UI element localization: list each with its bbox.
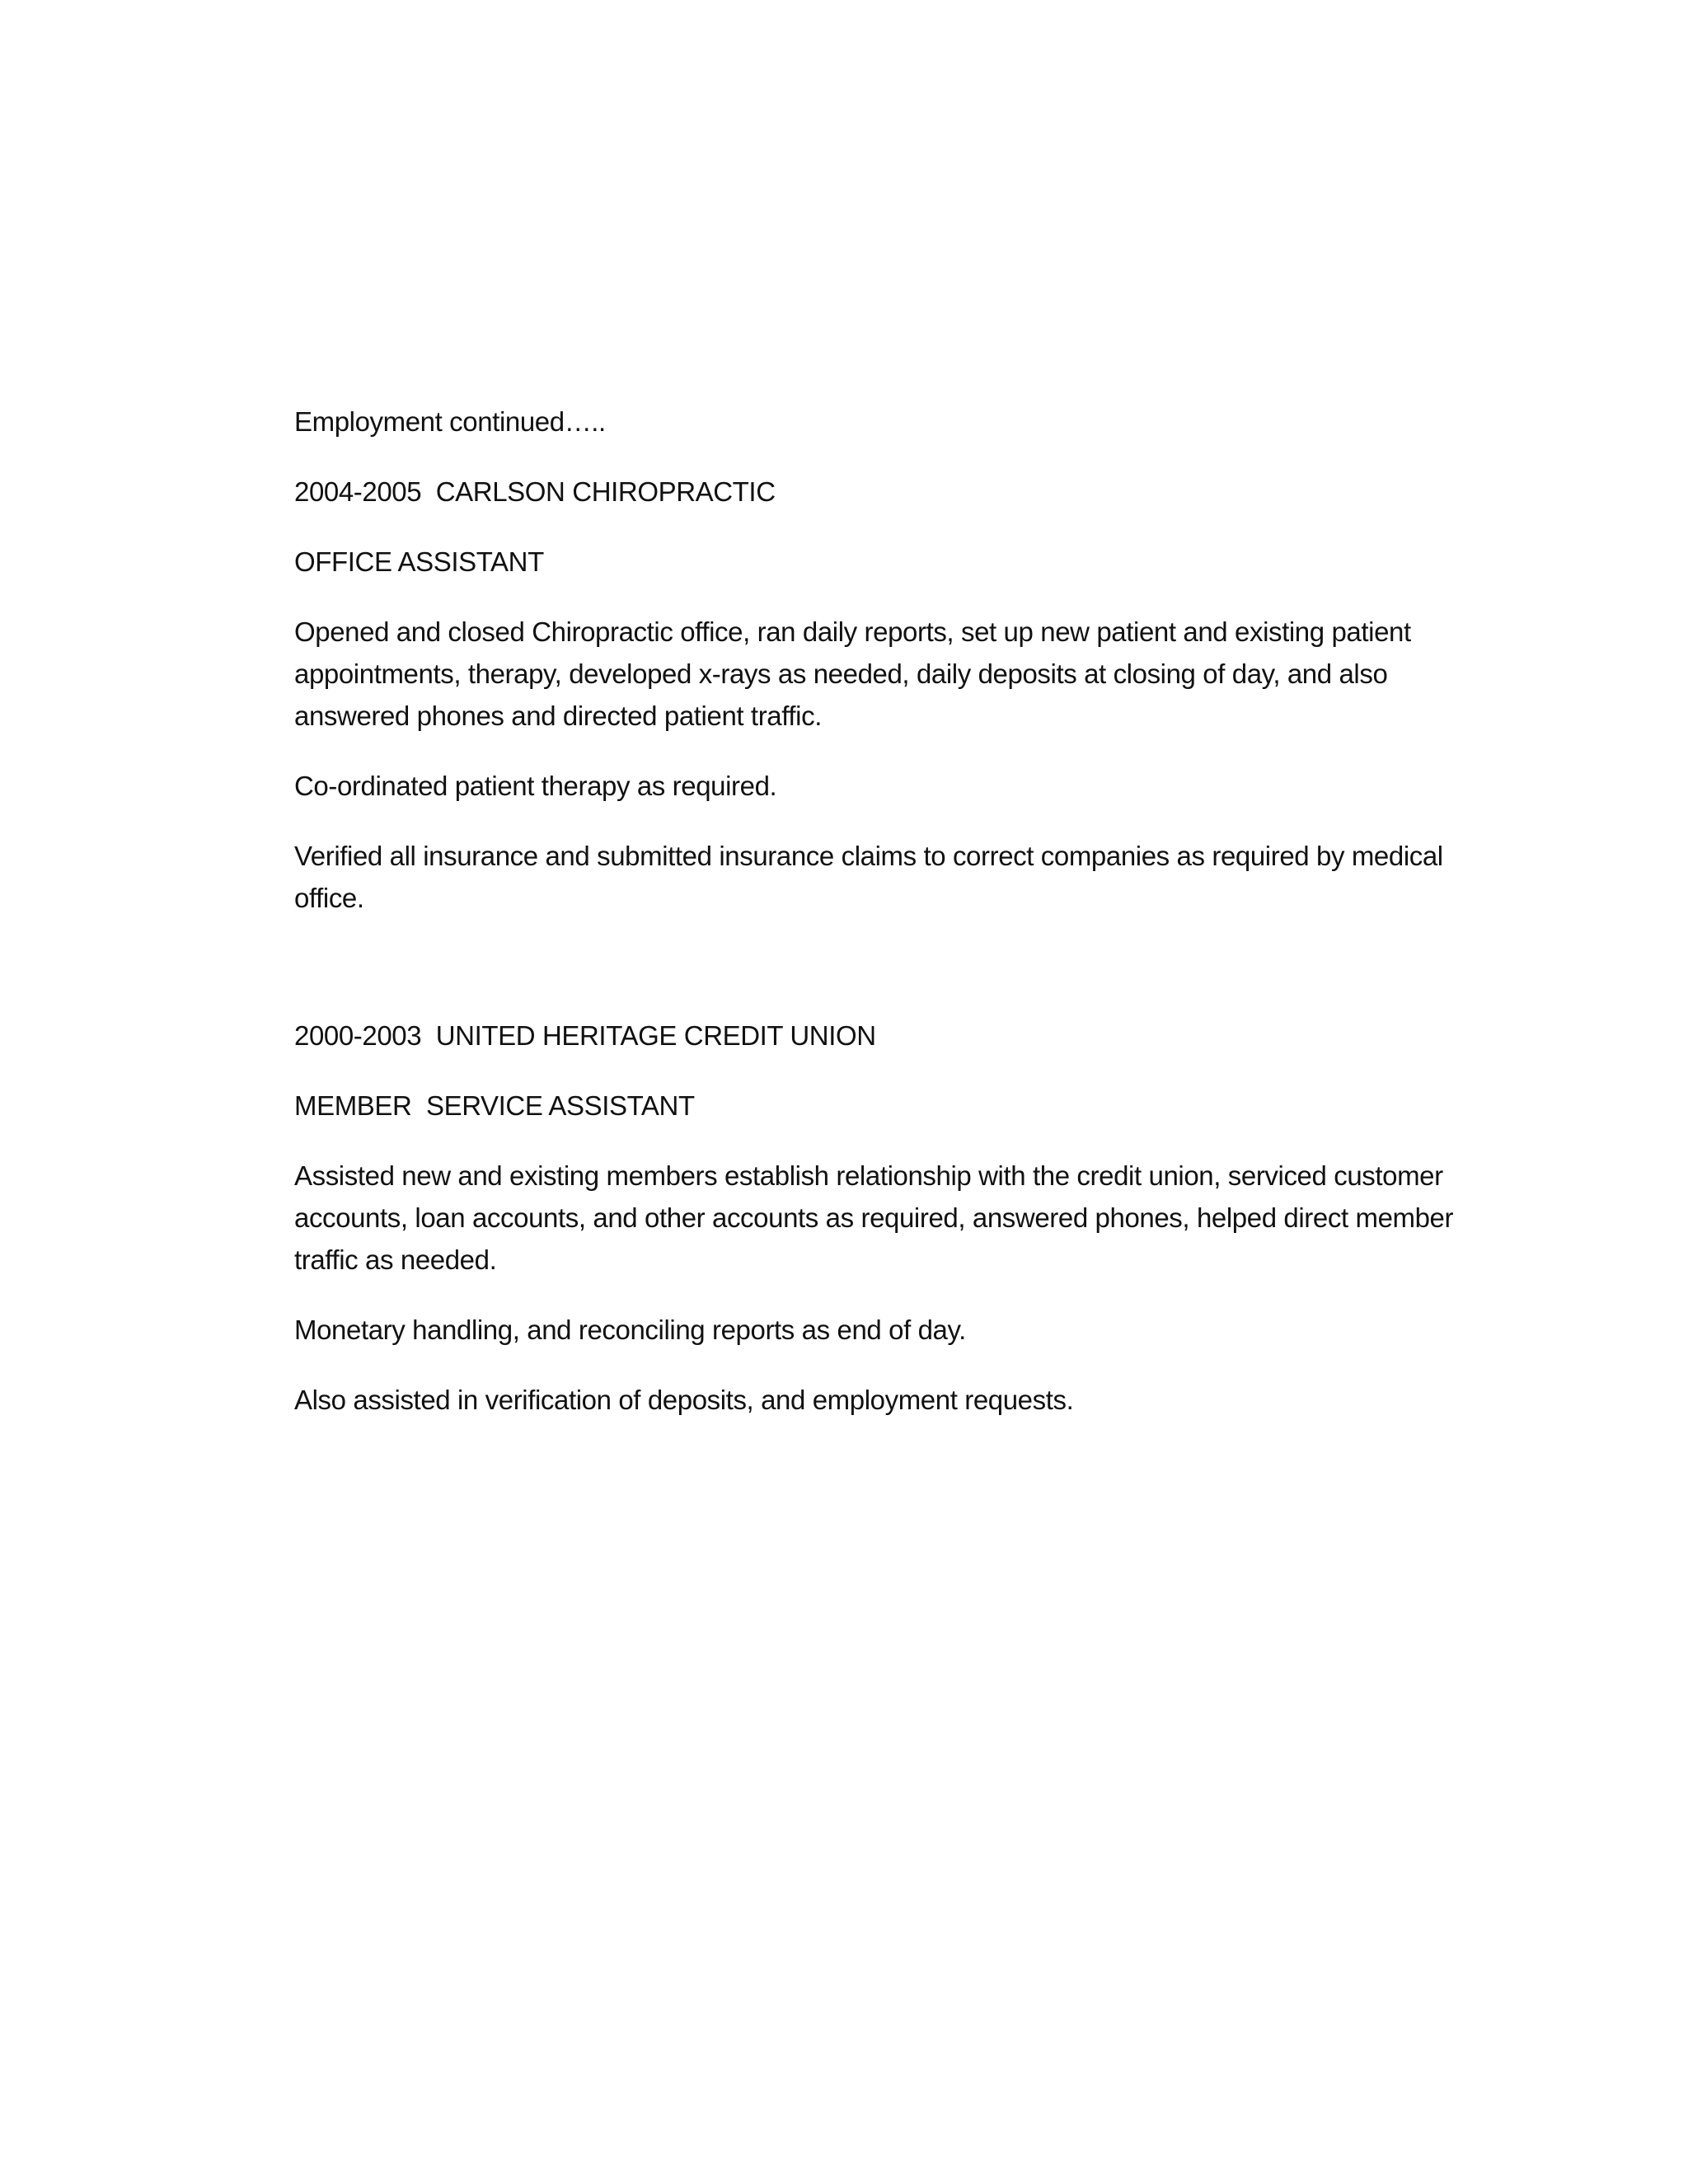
job-2-title: MEMBER SERVICE ASSISTANT	[294, 1090, 695, 1121]
job-1-years-company: 2004-2005 CARLSON CHIROPRACTIC	[294, 476, 776, 507]
section-spacer	[294, 947, 1489, 1015]
job-2-duty-monetary: Monetary handling, and reconciling reports as end of day.	[294, 1315, 966, 1345]
job-1-description: Opened and closed Chiropractic office, ran daily reports, set up new patient and existing patient appointments, therapy, developed x-rays as needed, daily deposits at closing of day, and also answered phones and directed patient traffic.	[294, 616, 1411, 731]
job-1-duty-therapy: Co-ordinated patient therapy as required.	[294, 771, 777, 801]
section-heading: Employment continued…..	[294, 406, 606, 437]
job-1-title: OFFICE ASSISTANT	[294, 546, 544, 577]
job-2-duty-verification: Also assisted in verification of deposits, and employment requests.	[294, 1385, 1074, 1415]
job-2-years-company: 2000-2003 UNITED HERITAGE CREDIT UNION	[294, 1020, 876, 1051]
job-1-duty-insurance: Verified all insurance and submitted insurance claims to correct companies as required by medical office.	[294, 841, 1443, 913]
job-2-description: Assisted new and existing members establish relationship with the credit union, serviced customer accounts, loan accounts, and other accounts as required, answered phones, helped direct member traffic as needed.	[294, 1160, 1454, 1275]
document-body	[294, 401, 1489, 1449]
